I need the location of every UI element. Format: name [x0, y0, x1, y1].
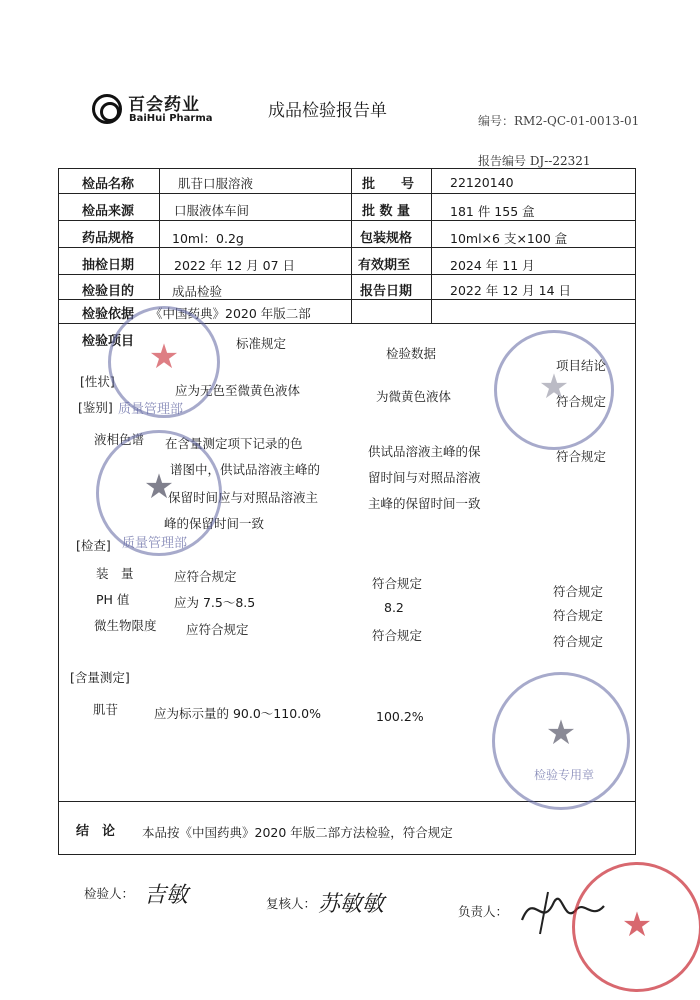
batch-label: 批 号 [362, 177, 415, 192]
purpose-label: 检验目的 [82, 284, 135, 299]
ph-data: 8.2 [384, 600, 404, 615]
qa-stamp-text-top: 质量管理部 [118, 402, 184, 417]
inspector-label: 检验人： [84, 886, 135, 901]
fill-standard: 应符合规定 [174, 569, 237, 584]
document-title: 成品检验报告单 [268, 101, 387, 121]
assay-standard: 应为标示量的 90.0～110.0% [154, 706, 321, 721]
batch-value: 22120140 [450, 175, 514, 190]
package-value: 10ml×6 支×100 盒 [450, 231, 568, 246]
ph-conclusion: 符合规定 [553, 608, 604, 623]
properties-standard: 应为无色至微黄色液体 [175, 383, 301, 398]
column-data: 检验数据 [386, 346, 437, 361]
lc-standard-line-3: 保留时间应与对照品溶液主 [168, 490, 319, 505]
lc-conclusion: 符合规定 [556, 449, 607, 464]
product-name-label: 检品名称 [82, 177, 135, 192]
expiry-label: 有效期至 [358, 258, 411, 273]
conclusion-text: 本品按《中国药典》2020 年版二部方法检验，符合规定 [142, 825, 453, 840]
lc-item: 液相色谱 [94, 432, 145, 447]
fill-item: 装 量 [96, 566, 134, 581]
red-company-seal-icon: ★ [572, 862, 700, 992]
qc-stamp-icon: ★ [492, 672, 630, 810]
qa-stamp-2-icon: ★ [96, 430, 222, 556]
ph-standard: 应为 7.5～8.5 [174, 595, 256, 610]
document-code: 编号：RM2-QC-01-0013-01 [478, 114, 640, 128]
inspector-signature: 吉敏 [144, 883, 189, 908]
column-standard: 标准规定 [236, 336, 287, 351]
section-check: [检查] [76, 538, 111, 553]
logo-icon [92, 94, 122, 124]
section-properties: [性状] [80, 374, 115, 389]
basis-label: 检验依据 [82, 307, 135, 322]
brand-name-en: BaiHui Pharma [129, 113, 213, 124]
report-number: 报告编号 DJ--22321 [478, 154, 591, 168]
micro-item: 微生物限度 [94, 618, 157, 633]
section-assay: [含量测定] [70, 670, 130, 685]
lc-standard-line-2: 谱图中，供试品溶液主峰的 [170, 462, 321, 477]
assay-data: 100.2% [376, 709, 424, 724]
source-value: 口服液体车间 [174, 203, 250, 218]
conclusion-label: 结 论 [76, 824, 116, 839]
assay-item: 肌苷 [93, 702, 119, 717]
fill-data: 符合规定 [372, 576, 423, 591]
properties-conclusion: 符合规定 [556, 394, 607, 409]
package-label: 包装规格 [360, 231, 413, 246]
reviewer-label: 复核人： [266, 896, 317, 911]
company-stamp-icon: ★ [494, 330, 614, 450]
spec-value: 10ml：0.2g [172, 231, 244, 246]
column-conclusion: 项目结论 [556, 358, 607, 373]
product-name-value: 肌苷口服溶液 [178, 176, 254, 191]
micro-data: 符合规定 [372, 628, 423, 643]
lc-data-line-1: 供试品溶液主峰的保 [368, 444, 481, 459]
purpose-value: 成品检验 [172, 284, 223, 299]
basis-value: 《中国药典》2020 年版二部 [150, 306, 311, 321]
expiry-value: 2024 年 11 月 [450, 258, 535, 273]
sampling-date-label: 抽检日期 [82, 258, 135, 273]
reviewer-signature: 苏敏敏 [318, 892, 385, 917]
report-date-value: 2022 年 12 月 14 日 [450, 283, 571, 298]
micro-conclusion: 符合规定 [553, 634, 604, 649]
column-item: 检验项目 [82, 334, 135, 349]
report-date-label: 报告日期 [360, 284, 413, 299]
lc-standard-line-4: 峰的保留时间一致 [164, 516, 265, 531]
fill-conclusion: 符合规定 [553, 584, 604, 599]
source-label: 检品来源 [82, 204, 135, 219]
quantity-label: 批 数 量 [362, 204, 411, 219]
properties-data: 为微黄色液体 [376, 389, 452, 404]
manager-label: 负责人： [458, 904, 509, 919]
sampling-date-value: 2022 年 12 月 07 日 [174, 258, 295, 273]
micro-standard: 应符合规定 [186, 622, 249, 637]
ph-item: PH 值 [96, 592, 130, 607]
qa-stamp-icon: ★ [108, 306, 220, 418]
qc-stamp-text: 检验专用章 [534, 768, 595, 782]
lc-data-line-3: 主峰的保留时间一致 [368, 496, 481, 511]
lc-data-line-2: 留时间与对照品溶液 [368, 470, 481, 485]
section-identification: [鉴别] [78, 400, 113, 415]
qa-stamp-text-bottom: 质量管理部 [122, 536, 188, 551]
quantity-value: 181 件 155 盒 [450, 204, 535, 219]
spec-label: 药品规格 [82, 231, 135, 246]
lc-standard-line-1: 在含量测定项下记录的色 [165, 436, 303, 451]
brand-name-cn: 百会药业 [128, 95, 200, 115]
